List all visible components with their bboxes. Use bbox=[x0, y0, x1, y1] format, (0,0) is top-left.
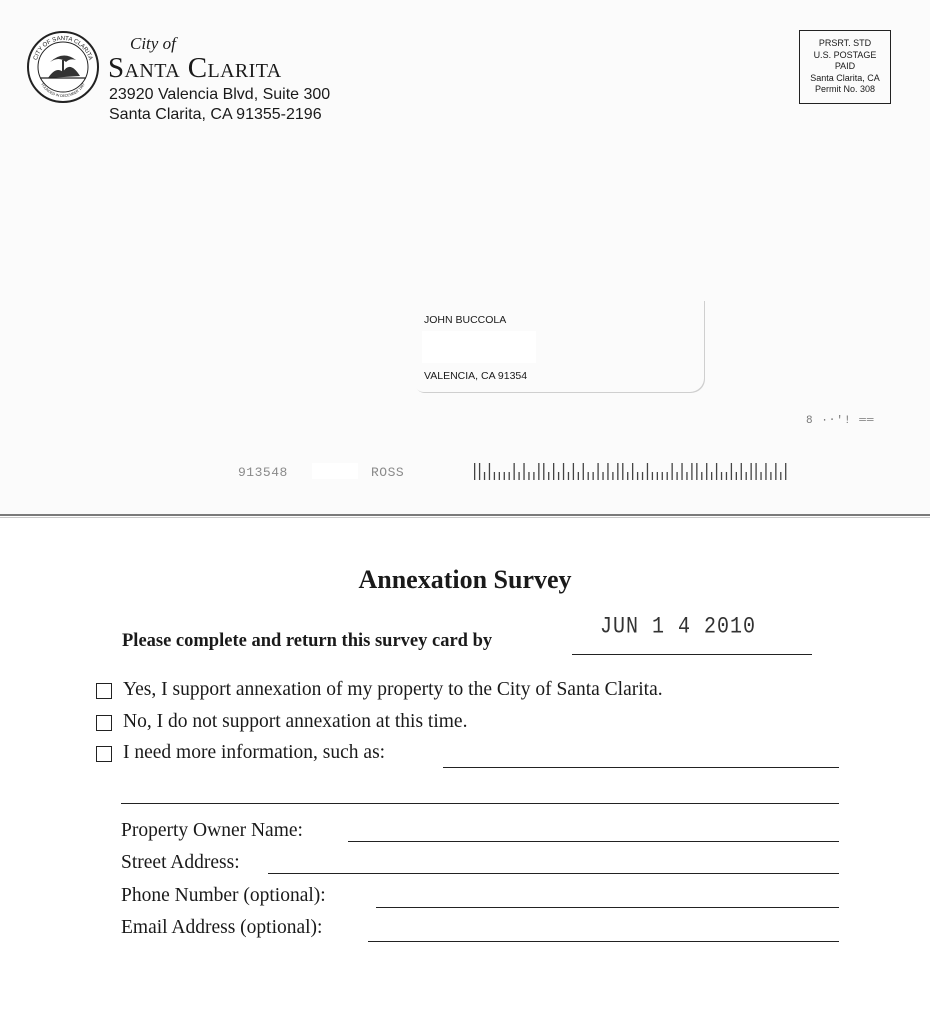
barcode-bar bbox=[578, 472, 579, 480]
barcode-bar bbox=[755, 463, 756, 480]
svg-text:CITY OF SANTA CLARITA: CITY OF SANTA CLARITA bbox=[32, 35, 94, 62]
barcode-bar bbox=[514, 463, 515, 480]
barcode-bar bbox=[751, 463, 752, 480]
barcode-bar bbox=[573, 463, 574, 480]
barcode-bar bbox=[593, 472, 594, 480]
barcode-bar bbox=[543, 463, 544, 480]
barcode-bar bbox=[538, 463, 539, 480]
barcode-bar bbox=[711, 472, 712, 480]
barcode-bar bbox=[642, 472, 643, 480]
phone-number-label: Phone Number (optional): bbox=[121, 885, 326, 906]
barcode-bar bbox=[686, 472, 687, 480]
barcode-bar bbox=[721, 472, 722, 480]
barcode-bar bbox=[672, 463, 673, 480]
barcode-bar bbox=[583, 463, 584, 480]
barcode-bar bbox=[657, 472, 658, 480]
more-info-field-line1[interactable] bbox=[443, 767, 839, 768]
barcode-bar bbox=[652, 472, 653, 480]
barcode-bar bbox=[479, 463, 480, 480]
barcode-bar bbox=[553, 463, 554, 480]
barcode-bar bbox=[622, 463, 623, 480]
sender-address-line1: 23920 Valencia Blvd, Suite 300 bbox=[109, 86, 331, 103]
postage-line4: Santa Clarita, CA bbox=[810, 72, 880, 83]
barcode-bar bbox=[484, 472, 485, 480]
barcode-bar bbox=[602, 472, 603, 480]
barcode-bar bbox=[563, 463, 564, 480]
barcode-bar bbox=[667, 472, 668, 480]
route-code-right: ROSS bbox=[371, 465, 405, 480]
route-code-left: 913548 bbox=[238, 465, 288, 480]
barcode-bar bbox=[494, 472, 495, 480]
barcode-bar bbox=[504, 472, 505, 480]
sender-city-name: Santa Clarita bbox=[108, 52, 282, 84]
need-info-checkbox[interactable] bbox=[96, 746, 112, 762]
barcode-bar bbox=[780, 472, 781, 480]
need-info-option-label: I need more information, such as: bbox=[123, 742, 386, 763]
more-info-field-line2[interactable] bbox=[121, 803, 839, 804]
barcode-bar bbox=[627, 472, 628, 480]
redacted-route-code bbox=[312, 463, 358, 479]
barcode-bar bbox=[518, 472, 519, 480]
return-date-line bbox=[572, 654, 812, 655]
phone-number-field[interactable] bbox=[376, 907, 839, 908]
barcode-bar bbox=[706, 463, 707, 480]
postage-line2: U.S. POSTAGE bbox=[813, 49, 877, 60]
survey-title: Annexation Survey bbox=[358, 565, 572, 594]
return-date-stamp: JUN 1 4 2010 bbox=[600, 614, 757, 641]
barcode-bar bbox=[701, 472, 702, 480]
postage-line5: Permit No. 308 bbox=[814, 84, 876, 94]
barcode-bar bbox=[612, 472, 613, 480]
svg-text:FOUNDED IN DECEMBER 1987: FOUNDED IN DECEMBER 1987 bbox=[40, 82, 86, 99]
postage-line3: PAID bbox=[834, 61, 856, 71]
barcode-bar bbox=[523, 463, 524, 480]
barcode-bar bbox=[597, 463, 598, 480]
sender-address-line2: Santa Clarita, CA 91355-2196 bbox=[109, 106, 322, 123]
barcode-bar bbox=[499, 472, 500, 480]
support-option-label: Yes, I support annexation of my property to the City of Santa Clarita. bbox=[123, 679, 663, 700]
barcode-bar bbox=[746, 472, 747, 480]
barcode-bar bbox=[681, 463, 682, 480]
street-address-label: Street Address: bbox=[121, 852, 240, 873]
sender-city-of: City of bbox=[130, 34, 176, 53]
barcode-bar bbox=[691, 463, 692, 480]
survey-instruction: Please complete and return this survey card by bbox=[122, 631, 493, 651]
not-support-checkbox[interactable] bbox=[96, 715, 112, 731]
barcode-bar bbox=[607, 463, 608, 480]
barcode-bar bbox=[474, 463, 475, 480]
barcode-bar bbox=[676, 472, 677, 480]
barcode-bar bbox=[770, 472, 771, 480]
recipient-name: JOHN BUCCOLA bbox=[424, 314, 507, 326]
owner-name-label: Property Owner Name: bbox=[121, 820, 303, 841]
card-perforation-shadow bbox=[0, 517, 930, 518]
barcode-bar bbox=[528, 472, 529, 480]
barcode-bar bbox=[548, 472, 549, 480]
barcode-bar bbox=[741, 463, 742, 480]
barcode-bar bbox=[785, 463, 786, 480]
barcode-bar bbox=[696, 463, 697, 480]
postage-line1: PRSRT. STD bbox=[818, 38, 872, 48]
barcode-bar bbox=[647, 463, 648, 480]
barcode-bar bbox=[558, 472, 559, 480]
barcode-bar bbox=[716, 463, 717, 480]
barcode-bar bbox=[489, 463, 490, 480]
barcode-bar bbox=[765, 463, 766, 480]
not-support-option-label: No, I do not support annexation at this time. bbox=[123, 711, 468, 732]
barcode-bar bbox=[736, 472, 737, 480]
owner-name-field[interactable] bbox=[348, 841, 839, 842]
card-perforation bbox=[0, 514, 930, 516]
postage-indicia bbox=[799, 30, 891, 104]
barcode-bar bbox=[731, 463, 732, 480]
city-seal-icon bbox=[26, 30, 100, 104]
redacted-street-address bbox=[422, 331, 536, 363]
postal-barcode-icon bbox=[474, 461, 790, 481]
support-checkbox[interactable] bbox=[96, 683, 112, 699]
barcode-bar bbox=[632, 463, 633, 480]
barcode-bar bbox=[588, 472, 589, 480]
barcode-bar bbox=[509, 472, 510, 480]
recipient-city-state-zip: VALENCIA, CA 91354 bbox=[424, 370, 528, 382]
barcode-bar bbox=[568, 472, 569, 480]
street-address-field[interactable] bbox=[268, 873, 839, 874]
barcode-bar bbox=[662, 472, 663, 480]
barcode-bar bbox=[726, 472, 727, 480]
barcode-bar bbox=[617, 463, 618, 480]
barcode-bar bbox=[760, 472, 761, 480]
barcode-bar bbox=[637, 472, 638, 480]
email-address-label: Email Address (optional): bbox=[121, 917, 323, 938]
email-address-field[interactable] bbox=[368, 941, 839, 942]
sort-code: 8 ∙⋅'! ══ bbox=[806, 415, 875, 427]
barcode-bar bbox=[533, 472, 534, 480]
barcode-bar bbox=[775, 463, 776, 480]
